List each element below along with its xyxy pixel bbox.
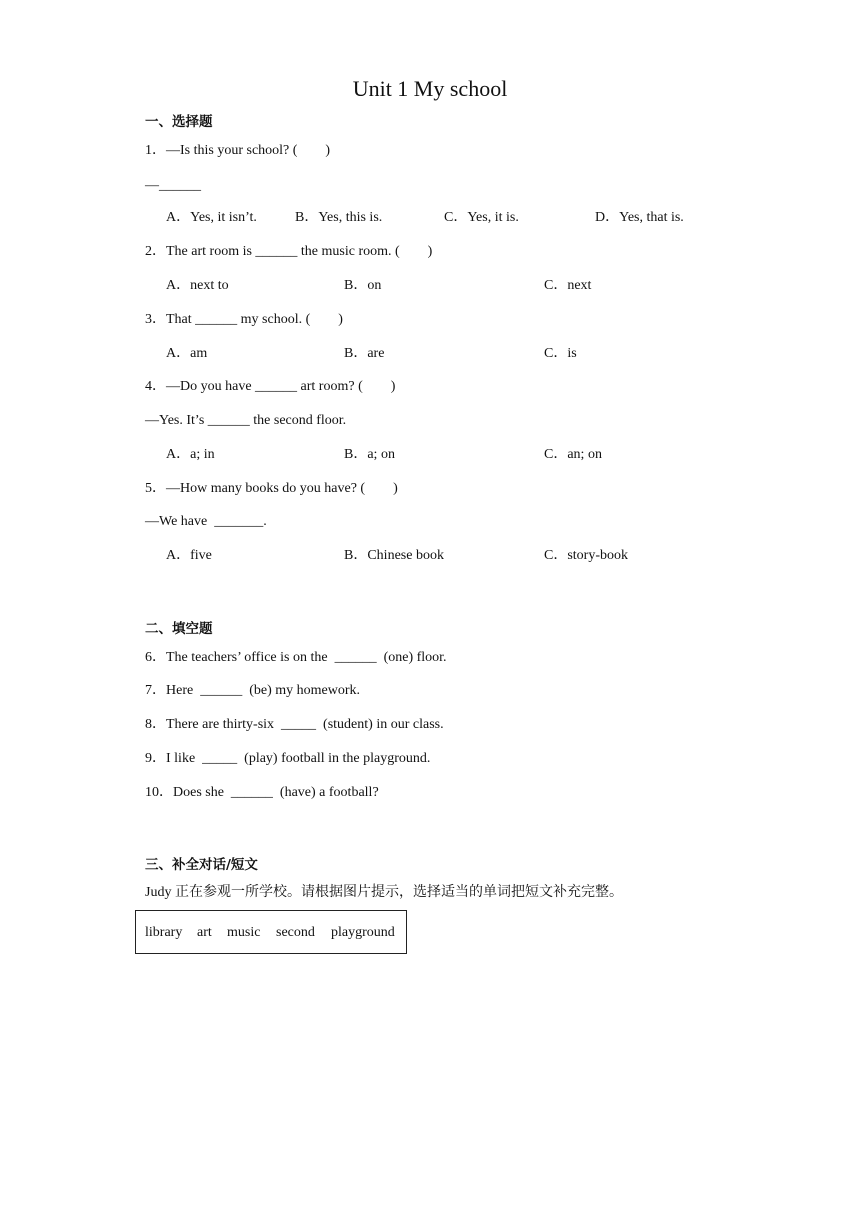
question-5-option-c: C．story-book	[544, 548, 628, 563]
word-bank-word: playground	[331, 925, 395, 940]
question-2-option-c: C．next	[544, 278, 592, 293]
question-4-reply: —Yes. It’s ______ the second floor.	[145, 413, 347, 428]
fill-in-item-9: 9．I like _____ (play) football in the playground.	[145, 751, 431, 766]
question-4-stem: 4．—Do you have ______ art room? ( )	[145, 379, 396, 394]
question-4-option-b: B．a; on	[344, 447, 395, 462]
fill-in-item-10: 10．Does she ______ (have) a football?	[145, 785, 379, 800]
question-2-option-b: B．on	[344, 278, 382, 293]
word-bank-word: second	[276, 925, 315, 940]
question-1-option-c: C．Yes, it is.	[444, 210, 519, 225]
question-4-option-a: A．a; in	[166, 447, 215, 462]
question-2-option-a: A．next to	[166, 278, 229, 293]
section-heading-choice: 一、选择题	[145, 114, 213, 130]
fill-in-item-8: 8．There are thirty-six _____ (student) in our class.	[145, 717, 444, 732]
section-heading-fill-in: 二、填空题	[145, 621, 213, 637]
question-1-option-b: B．Yes, this is.	[295, 210, 383, 225]
fill-in-item-7: 7．Here ______ (be) my homework.	[145, 683, 361, 698]
question-5-option-a: A．five	[166, 548, 212, 563]
question-3-stem: 3．That ______ my school. ( )	[145, 312, 343, 327]
question-2-stem: 2．The art room is ______ the music room. ( )	[145, 244, 433, 259]
section-heading-complete-dialogue: 三、补全对话/短文	[145, 857, 258, 873]
question-3-option-c: C．is	[544, 346, 577, 361]
word-bank-word: library	[145, 925, 183, 940]
question-1-option-d: D．Yes, that is.	[595, 210, 684, 225]
word-bank-word: music	[227, 925, 261, 940]
question-3-option-b: B．are	[344, 346, 385, 361]
word-bank-word: art	[197, 925, 212, 940]
question-1-option-a: A．Yes, it isn’t.	[166, 210, 257, 225]
question-1-reply: —______	[145, 178, 201, 193]
question-5-stem: 5．—How many books do you have? ( )	[145, 481, 398, 496]
word-bank-box	[135, 910, 407, 954]
page-title: Unit 1 My school	[352, 76, 508, 101]
question-5-reply: —We have _______.	[145, 514, 267, 529]
section-3-instruction: Judy 正在参观一所学校。请根据图片提示，选择适当的单词把短文补充完整。	[145, 885, 623, 900]
question-1-stem: 1．—Is this your school? ( )	[145, 143, 331, 158]
question-4-option-c: C．an; on	[544, 447, 602, 462]
question-5-option-b: B．Chinese book	[344, 548, 444, 563]
question-3-option-a: A．am	[166, 346, 208, 361]
fill-in-item-6: 6．The teachers’ office is on the ______ (one) floor.	[145, 650, 447, 665]
